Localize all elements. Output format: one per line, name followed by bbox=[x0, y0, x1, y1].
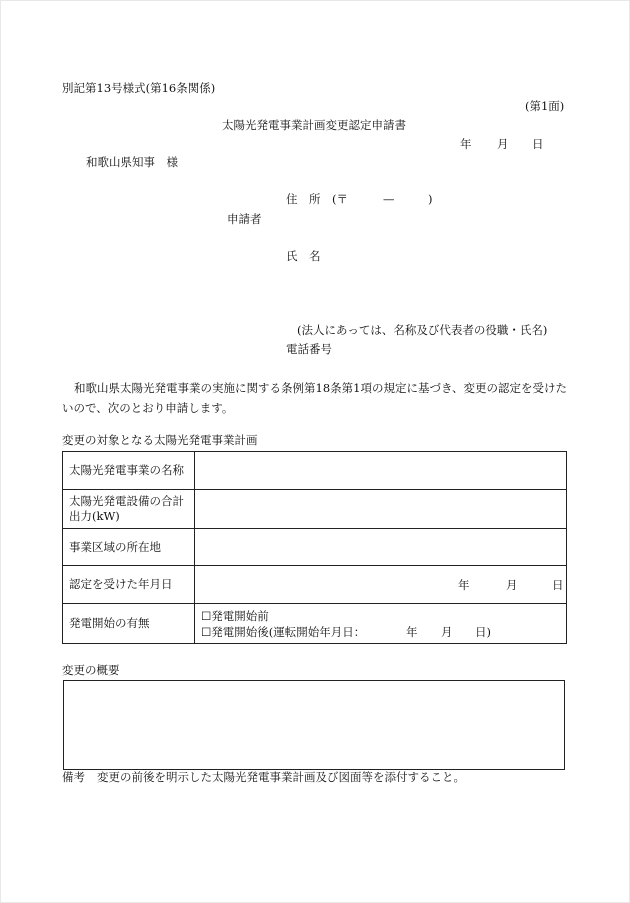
plan-table bbox=[62, 451, 567, 644]
cert-month-label: 月 bbox=[506, 577, 518, 592]
corporate-note: (法人にあっては、名称及び代表者の役職・氏名) bbox=[297, 323, 548, 337]
form-number: 別記第13号様式(第16条関係) bbox=[62, 81, 216, 95]
date-year-label: 年 bbox=[460, 137, 472, 151]
postal-close: ) bbox=[428, 192, 433, 206]
table-row bbox=[63, 452, 567, 490]
certification-date-field[interactable] bbox=[195, 566, 567, 604]
row-label-certification-date: 認定を受けた年月日 bbox=[63, 566, 195, 604]
table-row bbox=[63, 604, 567, 644]
applicant-label: 申請者 bbox=[227, 212, 262, 226]
total-output-field[interactable] bbox=[195, 490, 567, 529]
summary-textarea[interactable] bbox=[63, 680, 565, 770]
project-location-field[interactable] bbox=[195, 529, 567, 566]
cert-year-label: 年 bbox=[458, 577, 470, 592]
status-after-day: 日) bbox=[475, 624, 491, 639]
table-row bbox=[63, 566, 567, 604]
status-after-month: 月 bbox=[441, 624, 453, 639]
application-statement bbox=[62, 378, 568, 418]
row-label-project-location: 事業区域の所在地 bbox=[63, 529, 195, 566]
remarks-label: 備考 bbox=[62, 770, 85, 784]
remarks bbox=[62, 769, 465, 785]
status-after-year: 年 bbox=[406, 624, 418, 639]
date-day-label: 日 bbox=[532, 137, 544, 151]
document-title: 太陽光発電事業計画変更認定申請書 bbox=[222, 118, 406, 132]
status-before-option[interactable]: ☐発電開始前 bbox=[201, 608, 269, 623]
row-label-generation-status: 発電開始の有無 bbox=[63, 604, 195, 644]
table-row bbox=[63, 529, 567, 566]
summary-heading: 変更の概要 bbox=[62, 663, 120, 677]
date-month-label: 月 bbox=[497, 137, 509, 151]
page-label: (第1面) bbox=[525, 99, 565, 113]
row-label-total-output: 太陽光発電設備の合計出力(kW) bbox=[63, 490, 195, 529]
business-name-field[interactable] bbox=[195, 452, 567, 490]
status-after-prefix: ☐発電開始後(運転開始年月日： bbox=[201, 624, 366, 639]
addressee: 和歌山県知事 様 bbox=[86, 155, 178, 169]
plan-section-heading: 変更の対象となる太陽光発電事業計画 bbox=[62, 433, 258, 447]
status-after-option[interactable] bbox=[201, 624, 560, 640]
statement-text: 和歌山県太陽光発電事業の実施に関する条例第18条第1項の規定に基づき、変更の認定を受けたいので、次のとおり申請します。 bbox=[62, 381, 567, 415]
postal-dash: — bbox=[383, 192, 395, 206]
phone-label: 電話番号 bbox=[286, 342, 332, 356]
postal-open: (〒 bbox=[332, 192, 348, 206]
row-label-business-name: 太陽光発電事業の名称 bbox=[63, 452, 195, 490]
remarks-text: 変更の前後を明示した太陽光発電事業計画及び図面等を添付すること。 bbox=[97, 770, 465, 784]
address-label: 住 所 bbox=[286, 192, 321, 206]
generation-status-field bbox=[195, 604, 567, 644]
table-row bbox=[63, 490, 567, 529]
cert-day-label: 日 bbox=[552, 577, 564, 592]
name-label: 氏 名 bbox=[286, 249, 321, 263]
